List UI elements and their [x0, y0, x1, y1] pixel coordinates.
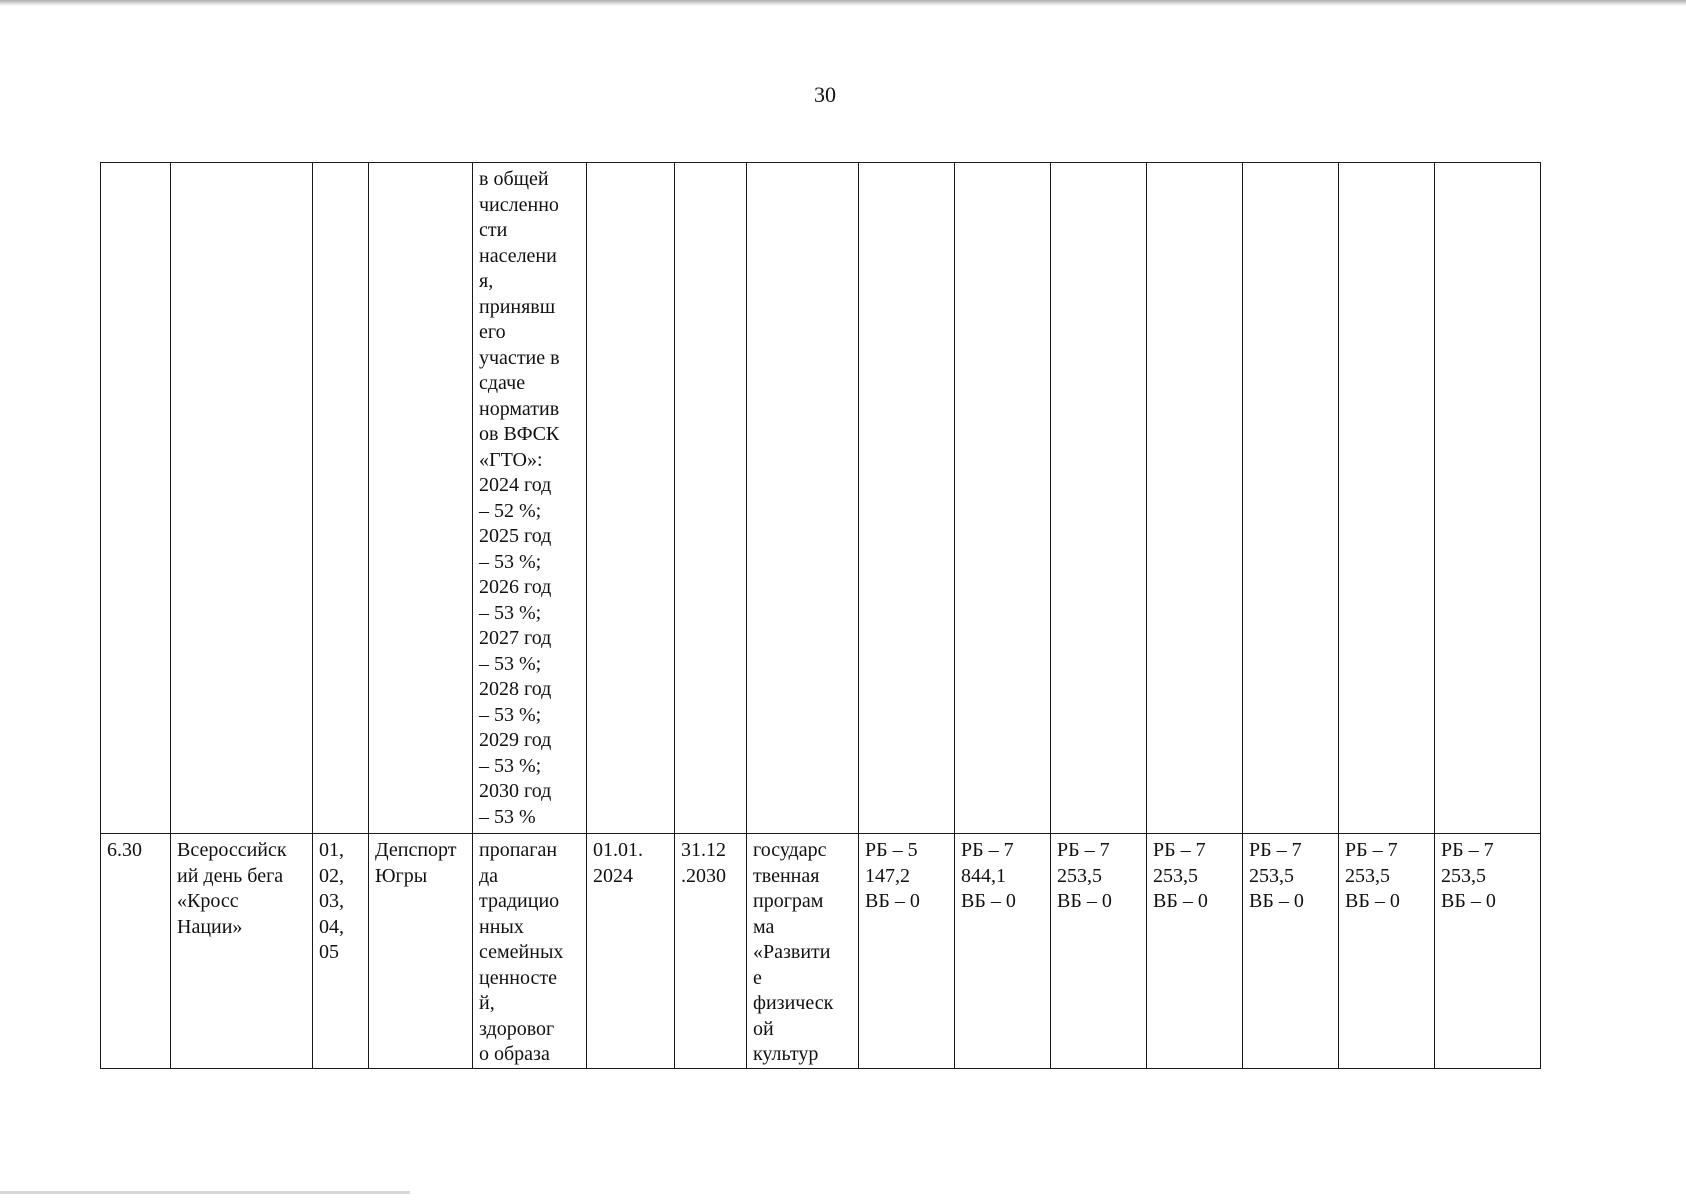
scan-edge-bottom: [0, 1191, 410, 1194]
indicator-line: численно: [479, 193, 559, 216]
program-line: е: [753, 966, 762, 989]
cell-funding-2026: [1051, 834, 1147, 1069]
page-number: 30: [814, 82, 836, 107]
funding-vb: ВБ – 0: [1153, 890, 1208, 912]
indicator-line: нных: [479, 915, 524, 938]
cell-funding-2024: [859, 834, 955, 1069]
indicator-line: населени: [479, 244, 557, 267]
program-line: ой: [753, 1017, 774, 1040]
cell-codes-empty: [313, 163, 369, 834]
cell-funding-2027: [1147, 834, 1243, 1069]
funding-rb-amount: 147,2: [865, 864, 910, 887]
funding-rb-amount: 253,5: [1441, 864, 1486, 887]
funding-rb-amount: 253,5: [1057, 864, 1102, 887]
funding-vb: ВБ – 0: [1345, 890, 1400, 912]
indicator-line: я,: [479, 270, 494, 292]
program-line: твенная: [753, 864, 820, 887]
indicator-line: й,: [479, 992, 495, 1014]
event-name-line: «Кросс: [177, 890, 239, 912]
funding-rb-amount: 844,1: [961, 864, 1006, 887]
cell-executor-empty: [369, 163, 473, 834]
cell-executor: [369, 834, 473, 1069]
cell-funding-empty: [1051, 163, 1147, 834]
start-date-line: 01.01.: [593, 839, 643, 861]
indicator-line: – 53 %;: [479, 652, 542, 675]
cell-funding-empty: [1147, 163, 1243, 834]
indicator-line: семейных: [479, 941, 564, 963]
program-line: «Развити: [753, 941, 831, 963]
cell-codes: [313, 834, 369, 1069]
program-line: физическ: [753, 992, 834, 1014]
indicator-line: здоровог: [479, 1017, 555, 1040]
indicator-line: о образа: [479, 1043, 550, 1065]
start-date-line: 2024: [593, 864, 633, 887]
indicator-line: пропаган: [479, 839, 558, 861]
event-name-line: ий день бега: [177, 864, 284, 887]
scan-edge-top: [0, 0, 1686, 6]
cell-target-indicator: [473, 163, 587, 834]
cell-funding-empty: [1435, 163, 1541, 834]
funding-rb-line: РБ – 7: [1153, 839, 1206, 861]
executor-line: Депспорт: [375, 839, 457, 861]
cell-funding-2030: [1435, 834, 1541, 1069]
indicator-line: – 53 %;: [479, 703, 542, 726]
cell-funding-empty: [955, 163, 1051, 834]
code-line: 03,: [319, 890, 344, 912]
table-row-continued: [101, 163, 1541, 834]
funding-rb-line: РБ – 7: [961, 839, 1014, 861]
indicator-line: сти: [479, 219, 508, 241]
funding-rb-amount: 253,5: [1249, 864, 1294, 887]
funding-vb: ВБ – 0: [865, 890, 920, 912]
indicator-line: – 52 %;: [479, 499, 542, 522]
cell-end-date-empty: [675, 163, 747, 834]
indicator-line: его: [479, 321, 506, 343]
indicator-line: – 53 %;: [479, 754, 542, 777]
indicator-line: принявш: [479, 295, 556, 318]
indicator-line: в общей: [479, 168, 549, 190]
funding-rb-line: РБ – 7: [1441, 839, 1494, 861]
table-row-item-6-30: [101, 834, 1541, 1069]
program-line: государс: [753, 839, 827, 861]
cell-indicator: [473, 834, 587, 1069]
funding-rb-line: РБ – 7: [1249, 839, 1302, 861]
cell-funding-2029: [1339, 834, 1435, 1069]
funding-vb: ВБ – 0: [961, 890, 1016, 912]
code-line: 02,: [319, 864, 344, 887]
code-line: 05: [319, 941, 339, 963]
indicator-line: сдаче: [479, 372, 526, 394]
cell-number-empty: [101, 163, 171, 834]
end-date-line: 31.12: [681, 839, 726, 861]
funding-rb-amount: 253,5: [1345, 864, 1390, 887]
indicator-line: участие в: [479, 346, 560, 369]
indicator-line: да: [479, 864, 499, 887]
indicator-line: «ГТО»:: [479, 448, 543, 471]
indicator-line: 2025 год: [479, 525, 552, 547]
indicator-line: – 53 %;: [479, 550, 542, 573]
cell-program: [747, 834, 859, 1069]
cell-event-name: [171, 834, 313, 1069]
cell-funding-2028: [1243, 834, 1339, 1069]
indicator-line: ценносте: [479, 966, 557, 989]
code-line: 01,: [319, 839, 344, 861]
program-line: культур: [753, 1043, 819, 1065]
cell-start-date: [587, 834, 675, 1069]
cell-end-date: [675, 834, 747, 1069]
cell-start-date-empty: [587, 163, 675, 834]
funding-rb-line: РБ – 5: [865, 839, 918, 861]
cell-funding-empty: [859, 163, 955, 834]
indicator-line: 2029 год: [479, 729, 552, 751]
program-line: програм: [753, 890, 824, 912]
indicator-line: 2027 год: [479, 627, 552, 649]
end-date-line: .2030: [681, 864, 726, 887]
indicator-line: традицио: [479, 890, 560, 912]
executor-line: Югры: [375, 864, 428, 887]
funding-vb: ВБ – 0: [1057, 890, 1112, 912]
indicator-line: – 53 %: [479, 805, 536, 828]
indicator-line: норматив: [479, 397, 560, 420]
funding-rb-amount: 253,5: [1153, 864, 1198, 887]
funding-rb-line: РБ – 7: [1057, 839, 1110, 861]
indicator-line: 2026 год: [479, 576, 552, 598]
program-line: ма: [753, 915, 775, 938]
event-name-line: Всероссийск: [177, 839, 287, 861]
cell-funding-empty: [1339, 163, 1435, 834]
indicator-line: 2024 год: [479, 474, 552, 496]
cell-funding-empty: [1243, 163, 1339, 834]
cell-funding-2025: [955, 834, 1051, 1069]
cell-item-number: 6.30: [101, 834, 171, 1069]
indicator-line: ов ВФСК: [479, 423, 560, 445]
program-table: [100, 162, 1541, 1069]
cell-program-empty: [747, 163, 859, 834]
funding-vb: ВБ – 0: [1441, 890, 1496, 912]
event-name-line: Нации»: [177, 915, 243, 938]
indicator-line: 2030 год: [479, 780, 552, 802]
funding-vb: ВБ – 0: [1249, 890, 1304, 912]
indicator-line: 2028 год: [479, 678, 552, 700]
code-line: 04,: [319, 915, 344, 938]
funding-rb-line: РБ – 7: [1345, 839, 1398, 861]
indicator-line: – 53 %;: [479, 601, 542, 624]
cell-event-empty: [171, 163, 313, 834]
